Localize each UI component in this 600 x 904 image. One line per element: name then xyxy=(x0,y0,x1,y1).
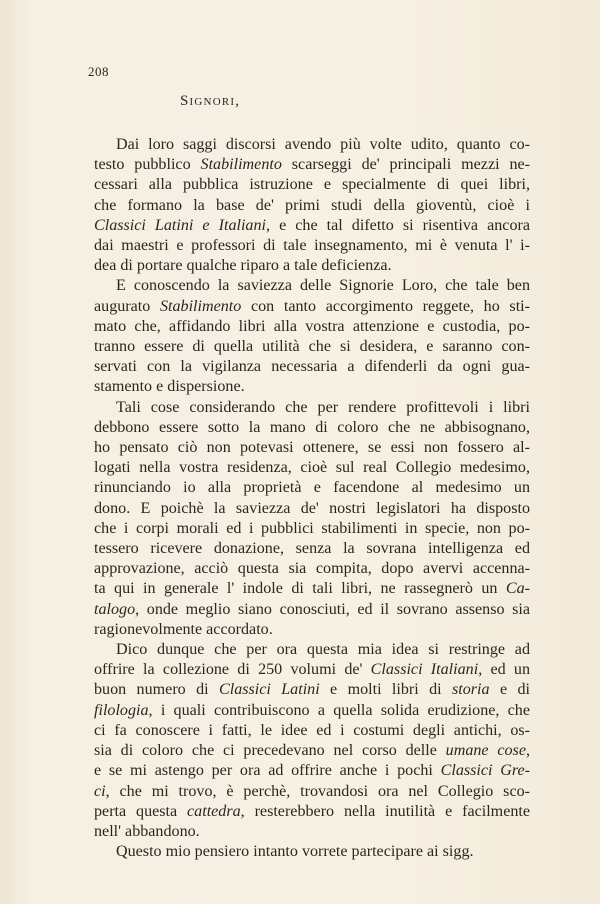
letter-body xyxy=(94,135,530,862)
text-line xyxy=(94,499,530,519)
paragraph xyxy=(94,640,530,842)
text-line xyxy=(94,398,530,418)
text-segment: e molti libri di xyxy=(319,681,453,699)
text-segment: dono. E poichè la saviezza de' nostri legislatori ha disposto xyxy=(94,499,530,517)
text-segment: perta questa xyxy=(94,802,188,820)
text-line xyxy=(94,317,530,337)
text-line xyxy=(94,842,530,862)
salutation-heading: Signori, xyxy=(180,93,241,109)
text-segment: augurato xyxy=(94,297,160,315)
text-segment: dai maestri e professori di tale insegnamento, mi è venuta l' i- xyxy=(94,237,530,255)
text-segment: debbono essere sotto la mano di coloro che ne abbisognano, xyxy=(94,418,530,436)
text-line xyxy=(94,600,530,620)
italic-segment: Classici Latini xyxy=(218,681,320,699)
text-line xyxy=(94,175,530,195)
text-segment: e se mi astengo per ora ad offrire anche i pochi xyxy=(94,762,441,780)
text-line xyxy=(94,377,530,397)
text-line xyxy=(94,539,530,559)
text-segment: testo pubblico xyxy=(94,156,201,174)
text-segment: approvazione, acciò questa sia compita, dopo avervi accenna- xyxy=(94,560,530,578)
italic-segment: ci xyxy=(94,782,106,800)
paragraph xyxy=(94,135,530,276)
text-line xyxy=(94,822,530,842)
italic-segment: cattedra xyxy=(187,802,241,820)
text-line xyxy=(94,640,530,660)
text-segment: mato che, affidando libri alla vostra attenzione e custodia, po- xyxy=(94,317,530,335)
page-number: 208 xyxy=(88,64,109,79)
text-segment: tranno essere di quella utilità che si desidera, e saranno con- xyxy=(94,338,530,356)
text-segment: Questo mio pensiero intanto vorrete partecipare ai sigg. xyxy=(116,843,474,861)
text-line xyxy=(94,458,530,478)
text-segment: buon numero di xyxy=(94,681,219,699)
text-line xyxy=(94,236,530,256)
italic-segment: Stabilimento xyxy=(200,156,282,174)
text-segment: nell' abbandono. xyxy=(94,822,200,840)
italic-segment: Stabilimento xyxy=(159,297,242,315)
text-segment: ragionevolmente accordato. xyxy=(94,620,273,638)
text-segment: Tali cose considerando che per rendere profittevoli i libri xyxy=(116,398,530,416)
text-line xyxy=(94,478,530,498)
text-line xyxy=(94,680,530,700)
text-segment: , onde meglio siano conosciuti, ed il sovrano assenso sia xyxy=(135,600,530,618)
text-segment: logati nella vostra residenza, cioè sul real Collegio medesimo, xyxy=(94,459,530,477)
text-segment: servati con la vigilanza necessaria a difenderli da ogni gua- xyxy=(94,358,530,376)
text-line xyxy=(94,519,530,539)
text-line xyxy=(94,196,530,216)
text-line xyxy=(94,559,530,579)
text-segment: sia di coloro che ci precedevano nel corso delle xyxy=(94,742,446,760)
text-segment: stamento e dispersione. xyxy=(94,378,245,396)
text-segment: che i corpi morali ed i pubblici stabilimenti in specie, non po- xyxy=(94,519,530,537)
text-segment: ci fa conoscere i fatti, le idee ed i costumi degli antichi, os- xyxy=(94,721,530,739)
text-segment: cessari alla pubblica istruzione e specialmente di quei libri, xyxy=(94,176,530,194)
text-segment: e di xyxy=(489,681,530,699)
text-segment: scarseggi de' principali mezzi ne- xyxy=(281,156,531,174)
text-line xyxy=(94,256,530,276)
italic-segment: Classici Latini e Italiani xyxy=(94,216,267,234)
text-segment: dea di portare qualche riparo a tale deficienza. xyxy=(94,257,392,275)
text-line xyxy=(94,721,530,741)
paragraph xyxy=(94,398,530,640)
italic-segment: Classici Italiani xyxy=(370,661,479,679)
text-segment: , resterebbero nella inutilità e facilmente xyxy=(240,802,530,820)
text-segment: , i quali contribuiscono a quella solida erudizione, che xyxy=(148,701,530,719)
italic-segment: talogo xyxy=(94,600,136,618)
text-line xyxy=(94,741,530,761)
text-segment: con tanto accorgimento reggete, ho sti- xyxy=(241,297,531,315)
text-segment: , xyxy=(525,742,530,760)
italic-segment: Classici Gre- xyxy=(440,762,530,780)
text-segment: Dico dunque che per ora questa mia idea si restringe ad xyxy=(116,641,530,659)
text-segment: offrire la collezione di 250 volumi de' xyxy=(94,661,371,679)
text-segment: , ed un xyxy=(478,661,530,679)
italic-segment: storia xyxy=(452,681,490,699)
text-line xyxy=(94,357,530,377)
italic-segment: filologia xyxy=(94,701,149,719)
text-segment: ho pensato ciò non potevasi ottenere, se essi non fossero al- xyxy=(94,439,530,457)
text-segment: che formano la base de' primi studi della gioventù, cioè i xyxy=(94,196,530,214)
paragraph xyxy=(94,276,530,397)
text-line xyxy=(94,802,530,822)
text-segment: , che mi trovo, è perchè, trovandosi ora nel Collegio sco- xyxy=(105,782,530,800)
italic-segment: Ca- xyxy=(505,580,530,598)
text-line xyxy=(94,337,530,357)
text-line xyxy=(94,761,530,781)
text-segment: Dai loro saggi discorsi avendo più volte udito, quanto co- xyxy=(116,136,530,153)
text-line xyxy=(94,579,530,599)
text-segment: tessero ricevere donazione, senza la sovrana intelligenza ed xyxy=(94,540,530,558)
text-line xyxy=(94,276,530,296)
text-line xyxy=(94,438,530,458)
text-line xyxy=(94,620,530,640)
text-segment: ta qui in generale l' indole di tali libri, ne rassegnerò un xyxy=(94,580,506,598)
text-line xyxy=(94,701,530,721)
text-line xyxy=(94,216,530,236)
text-segment: , e che tal difetto si risentiva ancora xyxy=(266,216,530,234)
text-segment: E conoscendo la saviezza delle Signorie Loro, che tale ben xyxy=(116,277,530,295)
text-line xyxy=(94,418,530,438)
text-line xyxy=(94,660,530,680)
text-segment: rinunciando io alla proprietà e facendone al medesimo un xyxy=(94,479,530,497)
italic-segment: umane cose xyxy=(445,742,526,760)
text-line xyxy=(94,782,530,802)
text-line xyxy=(94,155,530,175)
text-line xyxy=(94,297,530,317)
paragraph xyxy=(94,842,530,862)
text-line xyxy=(94,135,530,155)
